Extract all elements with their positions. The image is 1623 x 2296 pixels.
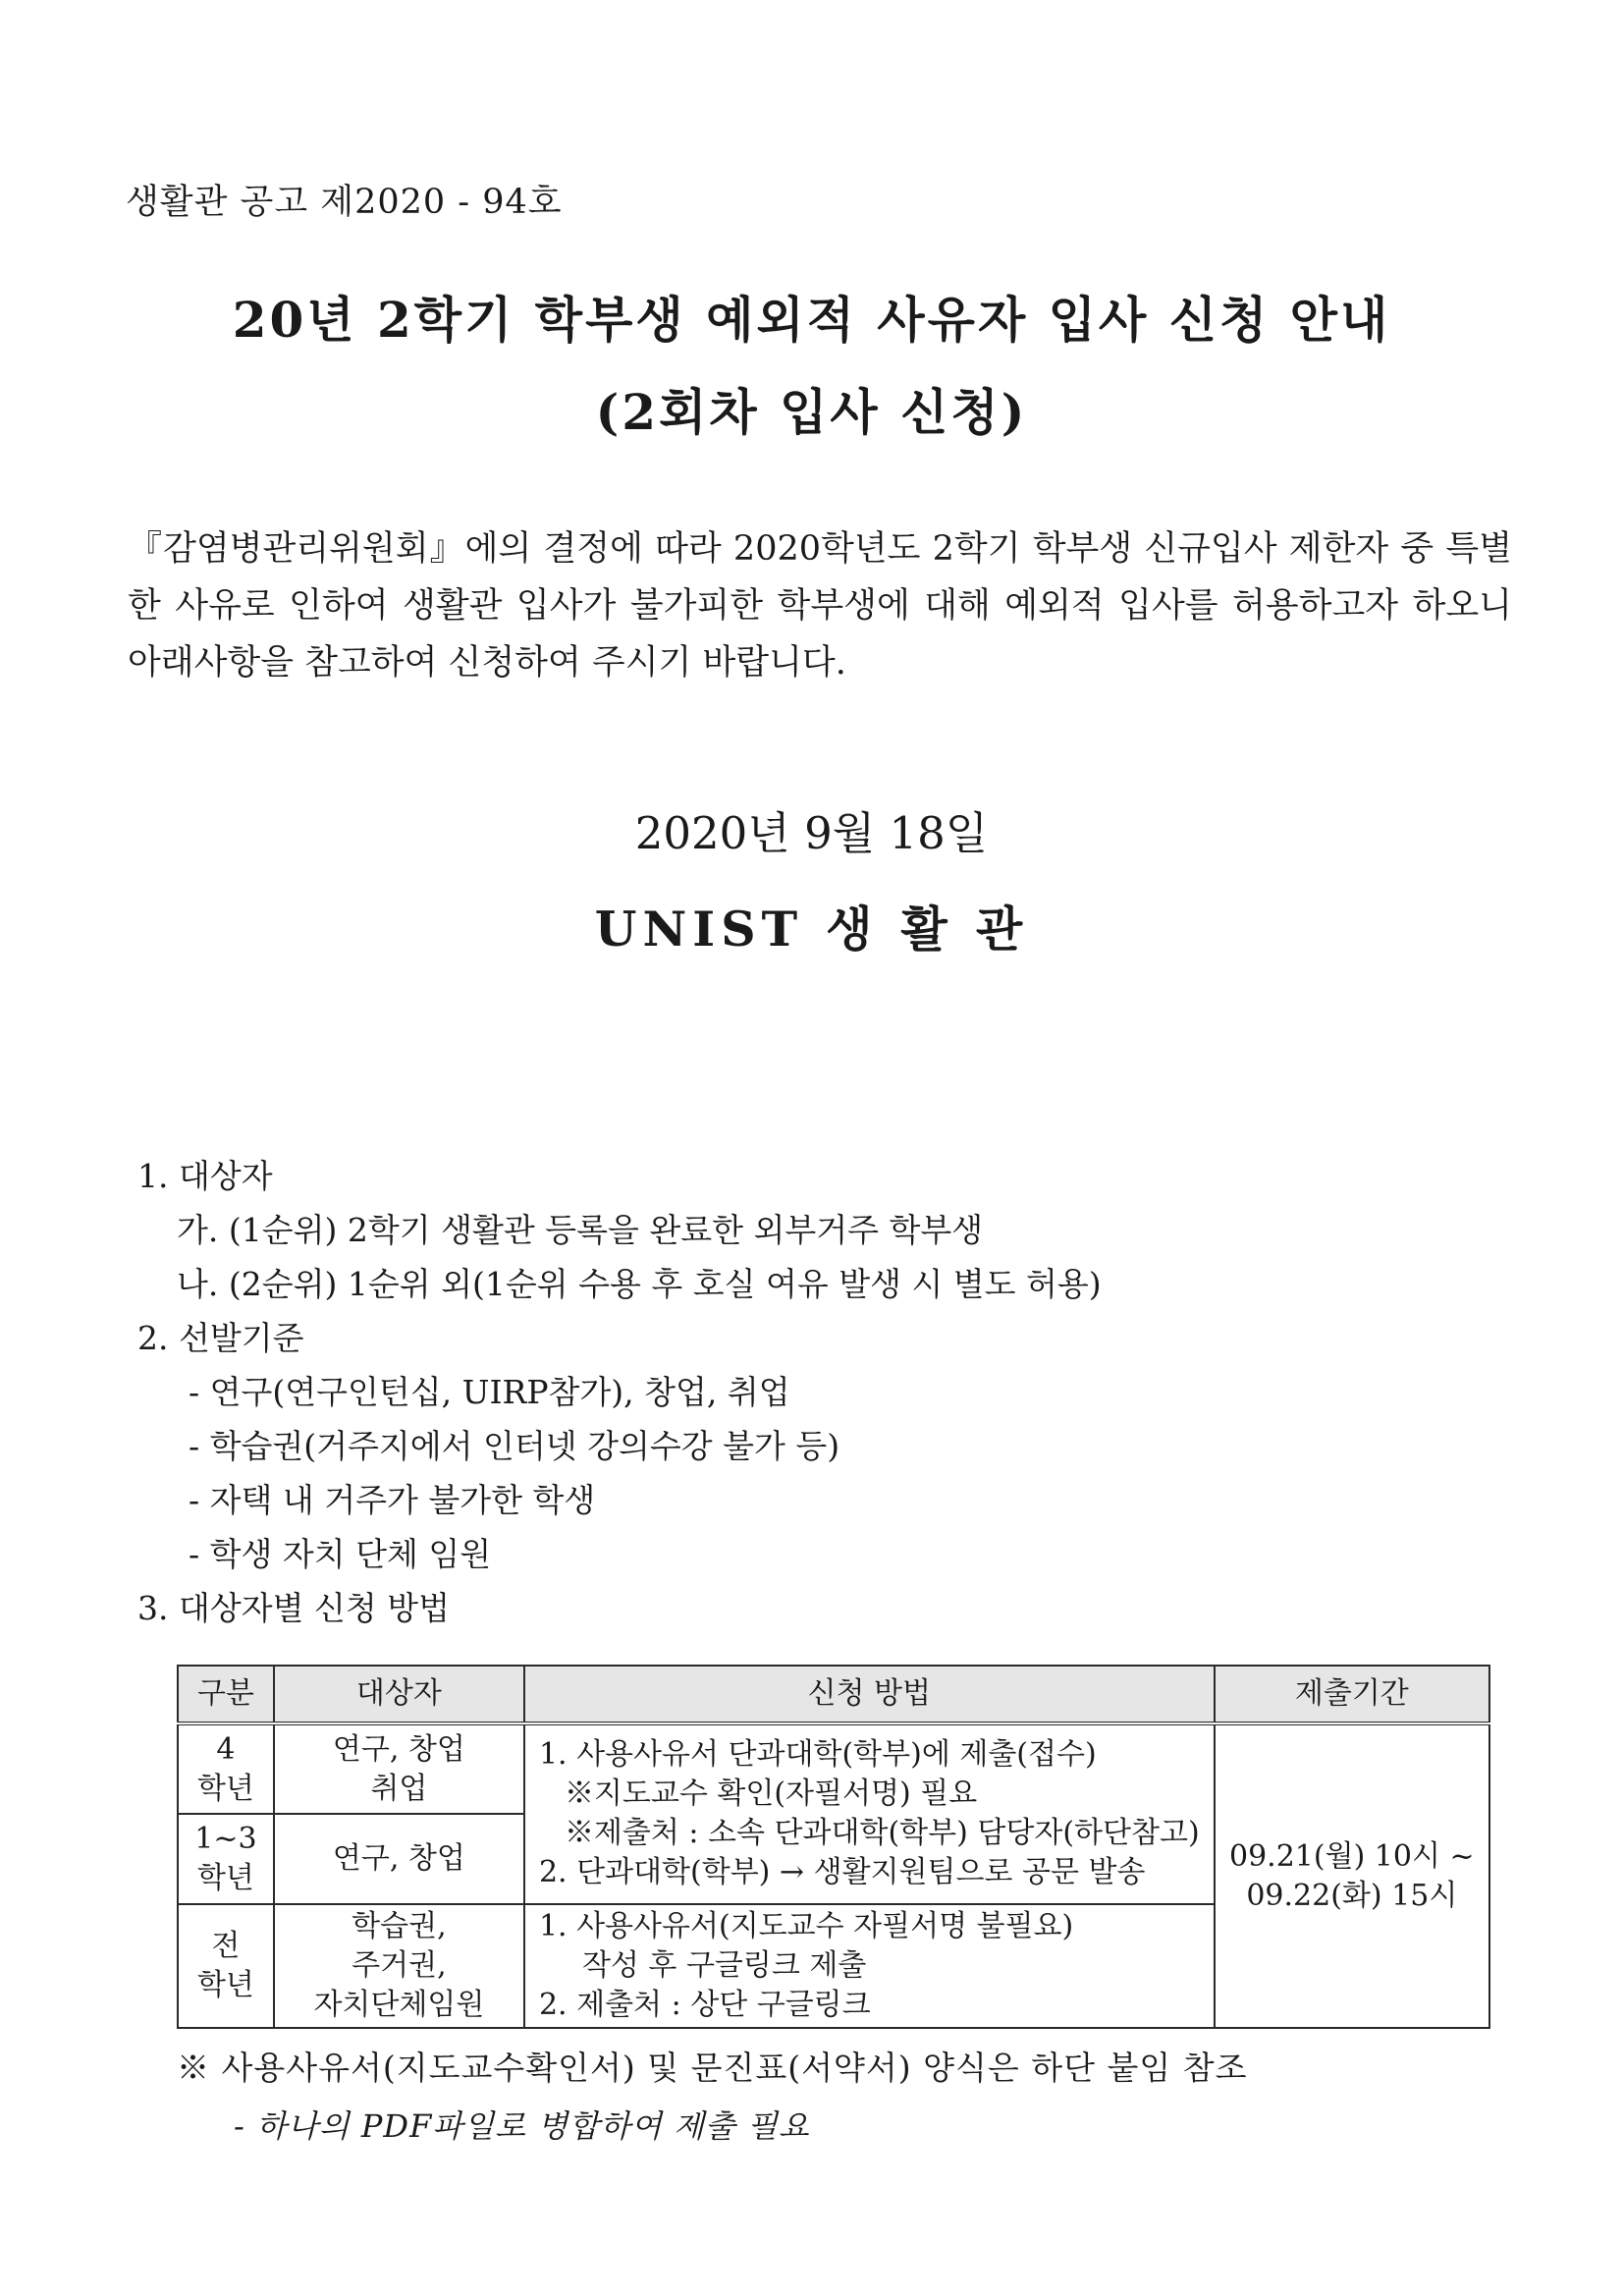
target-cell: 연구, 창업 bbox=[274, 1814, 524, 1904]
notice-number: 생활관 공고 제2020 - 94호 bbox=[126, 183, 563, 222]
target-cell: 학습권, 주거권, 자치단체임원 bbox=[274, 1904, 524, 2028]
header-period: 제출기간 bbox=[1215, 1666, 1489, 1723]
application-method-table bbox=[177, 1665, 1490, 2029]
header-category: 구분 bbox=[178, 1666, 274, 1723]
criteria-item: - 연구(연구인턴십, UIRP참가), 창업, 취업 bbox=[189, 1373, 790, 1411]
table-row bbox=[178, 1723, 1489, 1814]
grade-cell: 1~3 학년 bbox=[178, 1814, 274, 1904]
section-heading-method: 3. 대상자별 신청 방법 bbox=[137, 1589, 450, 1627]
grade-cell: 4 학년 bbox=[178, 1723, 274, 1814]
footnote: ※ 사용사유서(지도교수확인서) 및 문진표(서약서) 양식은 하단 붙임 참조 bbox=[177, 2049, 1248, 2087]
page-title: 20년 2학기 학부생 예외적 사유자 입사 신청 안내 bbox=[232, 291, 1391, 349]
section-heading-targets: 1. 대상자 bbox=[137, 1157, 273, 1195]
notice-date: 2020년 9월 18일 bbox=[634, 807, 989, 859]
target-item: 나. (2순위) 1순위 외(1순위 수용 후 호실 여유 발생 시 별도 허용) bbox=[177, 1265, 1102, 1303]
period-cell: 09.21(월) 10시 ~ 09.22(화) 15시 bbox=[1215, 1723, 1489, 2028]
criteria-item: - 자택 내 거주가 불가한 학생 bbox=[189, 1481, 596, 1519]
criteria-item: - 학습권(거주지에서 인터넷 강의수강 불가 등) bbox=[189, 1427, 840, 1465]
target-item: 가. (1순위) 2학기 생활관 등록을 완료한 외부거주 학부생 bbox=[177, 1211, 984, 1249]
section-heading-criteria: 2. 선발기준 bbox=[137, 1319, 304, 1357]
header-target: 대상자 bbox=[274, 1666, 524, 1723]
page-subtitle: (2회차 입사 신청) bbox=[595, 383, 1028, 441]
notice-body bbox=[137, 1149, 1102, 1635]
issuing-organization: UNIST 생 활 관 bbox=[594, 901, 1029, 957]
intro-paragraph: 『감염병관리위원회』에의 결정에 따라 2020학년도 2학기 학부생 신규입사 제한자 중 특별한 사유로 인하여 생활관 입사가 불가피한 학부생에 대해 예외적 입사를 허용하고자 하오니 아래사항을 참고하여 신청하여 주시기 바랍니다. bbox=[128, 529, 1512, 683]
grade-cell: 전 학년 bbox=[178, 1904, 274, 2028]
method-cell: 1. 사용사유서 단과대학(학부)에 제출(접수) ※지도교수 확인(자필서명) 필요 ※제출처 : 소속 단과대학(학부) 담당자(하단참고) 2. 단과대학(학부) → 생활지원팀으로 공문 발송 bbox=[524, 1723, 1215, 1904]
criteria-item: - 학생 자치 단체 임원 bbox=[189, 1535, 492, 1573]
table-header-row bbox=[178, 1666, 1489, 1723]
footnote-sub: - 하나의 PDF파일로 병합하여 제출 필요 bbox=[234, 2107, 810, 2145]
method-cell: 1. 사용사유서(지도교수 자필서명 불필요) 작성 후 구글링크 제출 2. 제출처 : 상단 구글링크 bbox=[524, 1904, 1215, 2028]
header-method: 신청 방법 bbox=[524, 1666, 1215, 1723]
target-cell: 연구, 창업 취업 bbox=[274, 1723, 524, 1814]
